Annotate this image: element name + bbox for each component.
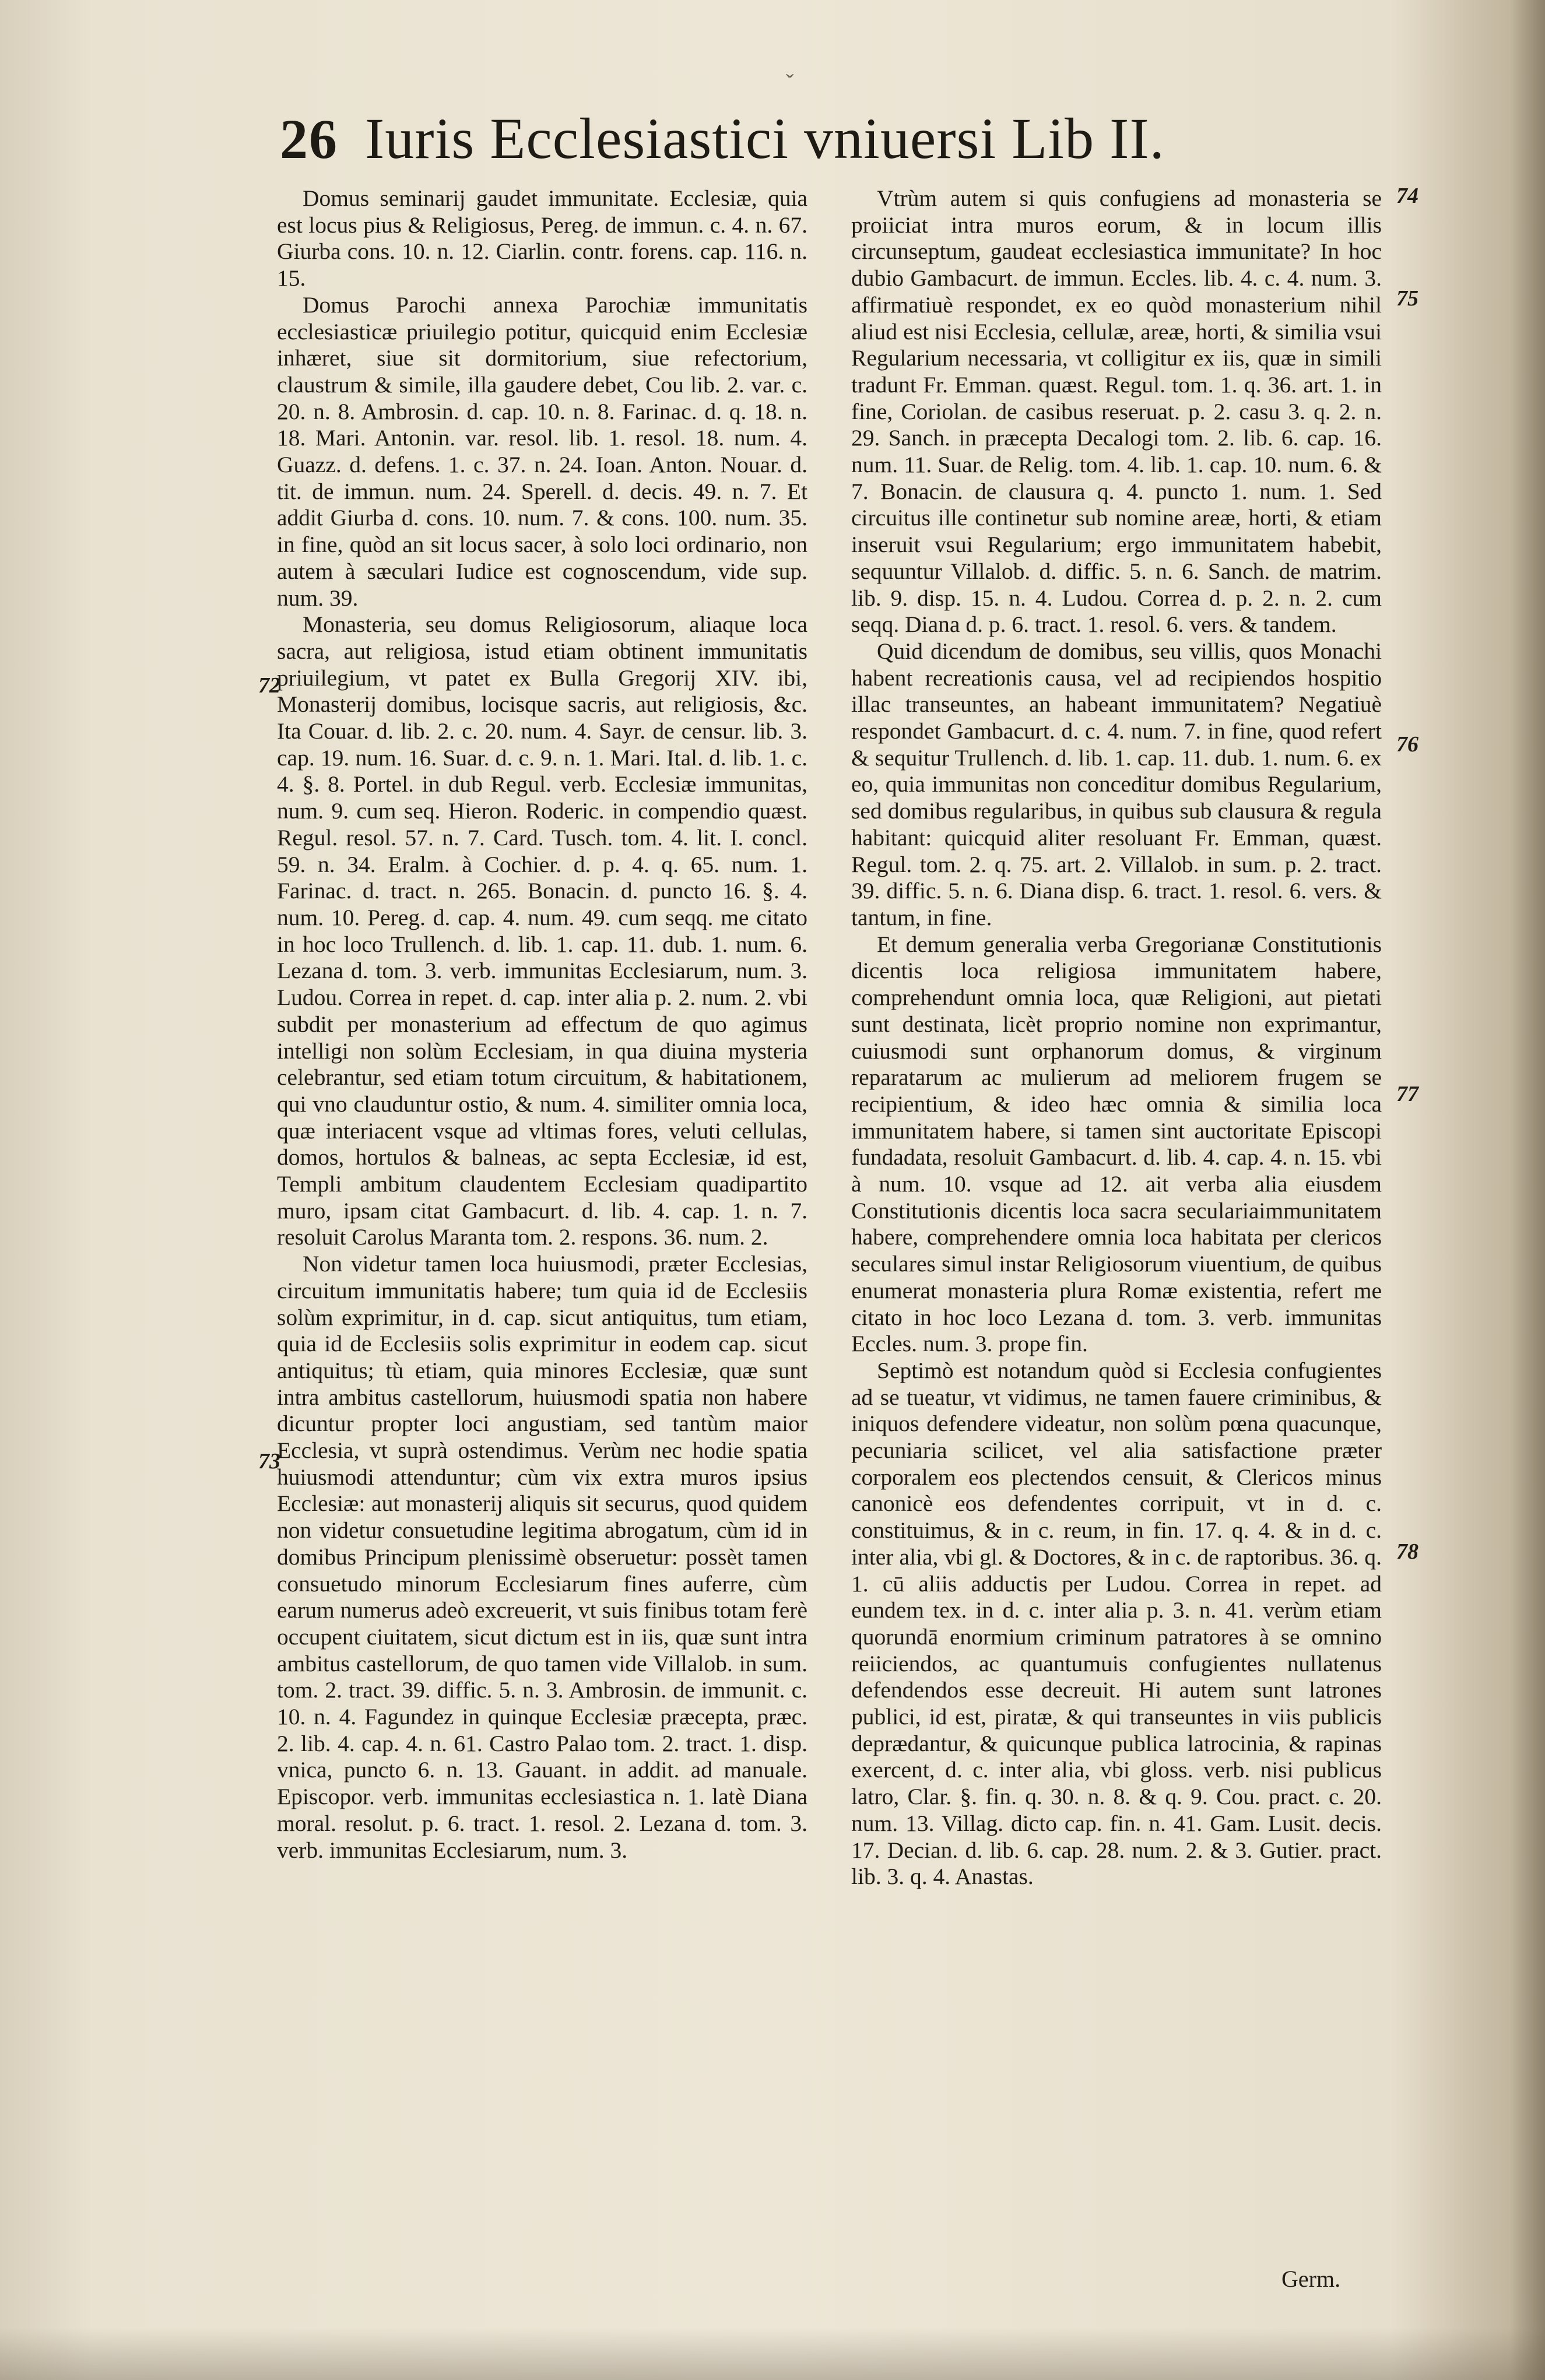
- binding-shadow: [1510, 0, 1545, 2380]
- page-edge-shadow: [0, 2328, 1545, 2380]
- margin-number: 73: [258, 1449, 280, 1474]
- right-column: [851, 185, 1382, 1890]
- margin-number: 76: [1396, 732, 1418, 757]
- paragraph: Non videtur tamen loca huiusmodi, præter Ecclesias, circuitum immunitatis habere; tum quia id de Ecclesiis solùm exprimitur, in d. cap. sicut antiquitus, tum etiam, quia id de Ecclesiis solis exprimitur in eodem cap. sicut antiquitus; tù etiam, quia minores Ecclesiæ, quæ sunt intra ambitus castellorum, huiusmodi spatia non habere dicuntur propter loci angustiam, sed tantùm maior Ecclesia, vt suprà ostendimus. Verùm nec hodie spatia huiusmodi attenduntur; cùm vix extra muros ipsius Ecclesiæ: aut monasterij aliquis sit securus, quod quidem non videtur consuetudine legitima abrogatum, cùm id in domibus Principum plenissimè obseruetur: possèt tamen consuetudo minorum Ecclesiarum fines auferre, cùm earum numerus adeò excreuerit, vt suis finibus totam ferè occupent ciuitatem, sicut dictum est in iis, quæ sunt intra ambitus castellorum, de quo tamen vide Villalob. in sum. tom. 2. tract. 39. diffic. 5. n. 3. Ambrosin. de immunit. c. 10. n. 4. Fagundez in quinque Ecclesiæ præcepta, præc. 2. lib. 4. cap. 4. n. 61. Castro Palao tom. 2. tract. 1. disp. vnica, puncto 6. n. 13. Gauant. in addit. ad manuale. Episcopor. verb. immunitas ecclesiastica n. 1. latè Diana moral. resolut. p. 6. tract. 1. resol. 2. Lezana d. tom. 3. verb. immunitas Ecclesiarum, num. 3.: [277, 1251, 807, 1863]
- running-title: Iuris Ecclesiastici vniuersi Lib II.: [365, 106, 1165, 171]
- paragraph: Quid dicendum de domibus, seu villis, quos Monachi habent recreationis causa, vel ad recipiendos hospitio illac transeuntes, an habeant immunitatem? Negatiuè respondet Gambacurt. d. c. 4. num. 7. in fine, quod refert & sequitur Trullench. d. lib. 1. cap. 11. dub. 1. num. 6. ex eo, quia immunitas non conceditur domibus Regularium, sed domibus regularibus, in quibus sub clausura & regula habitant: quicquid aliter resoluant Fr. Emman, quæst. Regul. tom. 2. q. 75. art. 2. Villalob. in sum. p. 2. tract. 39. diffic. 5. n. 6. Diana disp. 6. tract. 1. resol. 6. vers. & tantum, in fine.: [851, 638, 1382, 930]
- paragraph: Et demum generalia verba Gregorianæ Constitutionis dicentis loca religiosa immunitatem habere, comprehendunt omnia loca, quæ Religioni, aut pietati sunt destinata, licèt proprio nomine non exprimantur, cuiusmodi sunt orphanorum domus, & virginum reparatarum ac mulierum ad meliorem frugem se recipientium, & ideo hæc omnia & similia loca immunitatem habere, si tamen sint auctoritate Episcopi fundadata, resoluit Gambacurt. d. lib. 4. cap. 4. n. 15. vbi à num. 10. vsque ad 12. ait verba alia eiusdem Constitutionis dicentis loca sacra seculariaimmunitatem habere, comprehendere omnia loca habitata per clericos seculares simul instar Religiosorum viuentium, de quibus enumerat monasteria plura Romæ existentia, refert me citato in hoc loco Lezana d. tom. 3. verb. immunitas Eccles. num. 3. prope fin.: [851, 931, 1382, 1357]
- margin-number: 72: [258, 673, 280, 698]
- page-number: 26: [280, 108, 338, 170]
- catchword: Germ.: [1281, 2266, 1341, 2292]
- paragraph: Domus Parochi annexa Parochiæ immunitatis ecclesiasticæ priuilegio potitur, quicquid enim Ecclesiæ inhæret, siue sit dormitorium, siue refectorium, claustrum & simile, illa gaudere debet, Cou lib. 2. var. c. 20. n. 8. Ambrosin. d. cap. 10. n. 8. Farinac. d. q. 18. n. 18. Mari. Antonin. var. resol. lib. 1. resol. 18. num. 4. Guazz. d. defens. 1. c. 37. n. 24. Ioan. Anton. Nouar. d. tit. de immun. num. 24. Sperell. d. decis. 49. n. 7. Et addit Giurba d. cons. 10. num. 7. & cons. 100. num. 35. in fine, quòd an sit locus sacer, à solo loci ordinario, non autem à sæculari Iudice est cognoscendum, vide sup. num. 39.: [277, 291, 807, 611]
- paragraph: Monasteria, seu domus Religiosorum, aliaque loca sacra, aut religiosa, istud etiam obtinent immunitatis priuilegium, vt patet ex Bulla Gregorij XIV. ibi, Monasterij domibus, locisque sacris, aut religiosis, &c. Ita Couar. d. lib. 2. c. 20. num. 4. Sayr. de censur. lib. 3. cap. 19. num. 16. Suar. d. c. 9. n. 1. Mari. Ital. d. lib. 1. c. 4. §. 8. Portel. in dub Regul. verb. Ecclesiæ immunitas, num. 9. cum seq. Hieron. Roderic. in compendio quæst. Regul. resol. 57. n. 7. Card. Tusch. tom. 4. lit. I. concl. 59. n. 34. Eralm. à Cochier. d. p. 4. q. 65. num. 1. Farinac. d. tract. n. 265. Bonacin. d. puncto 16. §. 4. num. 10. Pereg. d. cap. 4. num. 49. cum seqq. me citato in hoc loco Trullench. d. lib. 1. cap. 11. dub. 1. num. 6. Lezana d. tom. 3. verb. immunitas Ecclesiarum, num. 3. Ludou. Correa in repet. d. cap. inter alia p. 2. num. 2. vbi subdit per monasterium ad effectum de quo agimus intelligi non solùm Ecclesiam, in qua diuina mysteria celebrantur, sed etiam totum circuitum, & habitationem, qui vno clauduntur ostio, & num. 4. similiter omnia loca, quæ interiacent vsque ad vltimas fores, veluti cellulas, domos, hortulos & balneas, ac septa Ecclesiæ, id est, Templi ambitum claudentem Ecclesiam quadipartito muro, ipsam citat Gambacurt. d. lib. 4. cap. 1. n. 7. resoluit Carolus Maranta tom. 2. respons. 36. num. 2.: [277, 611, 807, 1250]
- top-mark: ˇ: [786, 69, 794, 96]
- margin-number: 74: [1396, 184, 1418, 208]
- running-head: [280, 105, 1248, 175]
- paragraph: Domus seminarij gaudet immunitate. Ecclesiæ, quia est locus pius & Religiosus, Pereg. de immun. c. 4. n. 67. Giurba cons. 10. n. 12. Ciarlin. contr. forens. cap. 116. n. 15.: [277, 185, 807, 291]
- left-column: [277, 185, 807, 1864]
- margin-number: 78: [1396, 1539, 1418, 1564]
- margin-number: 77: [1396, 1082, 1418, 1106]
- margin-number: 75: [1396, 286, 1418, 311]
- paragraph: Vtrùm autem si quis confugiens ad monasteria se proiiciat intra muros eorum, & in locum illis circunseptum, gaudeat ecclesiastica immunitate? In hoc dubio Gambacurt. de immun. Eccles. lib. 4. c. 4. num. 3. affirmatiuè respondet, ex eo quòd monasterium nihil aliud est nisi Ecclesia, cellulæ, areæ, horti, & similia vsui Regularium necessaria, vt colligitur ex iis, quæ in simili tradunt Fr. Emman. quæst. Regul. tom. 1. q. 36. art. 1. in fine, Coriolan. de casibus reseruat. p. 2. casu 3. q. 2. n. 29. Sanch. in præcepta Decalogi tom. 2. lib. 6. cap. 16. num. 11. Suar. de Relig. tom. 4. lib. 1. cap. 10. num. 6. & 7. Bonacin. de clausura q. 4. puncto 1. num. 1. Sed circuitus ille continetur sub nomine areæ, horti, & etiam inseruit vsui Regularium; ergo immunitatem habebit, sequuntur Villalob. d. diffic. 5. n. 6. Sanch. de matrim. lib. 9. disp. 15. n. 4. Ludou. Correa d. p. 2. n. 2. cum seqq. Diana d. p. 6. tract. 1. resol. 6. vers. & tandem.: [851, 185, 1382, 638]
- paragraph: Septimò est notandum quòd si Ecclesia confugientes ad se tueatur, vt vidimus, ne tamen fauere criminibus, & iniquos defendere videatur, non solùm pœna quacunque, pecuniaria scilicet, vel alia satisfactione præter corporalem eos plectendos censuit, & Clericos minus canonicè eos defendentes corripuit, vt in d. c. constituimus, & in c. reum, in fin. 17. q. 4. & in d. c. inter alia, vbi gl. & Doctores, & in c. de raptoribus. 36. q. 1. cū aliis adductis per Ludou. Correa in repet. ad eundem tex. in d. c. inter alia p. 3. n. 41. verùm etiam quorundā enormium criminum patratores à se omnino reiiciendos, ac quantumuis confugientes nullatenus defendendos esse decreuit. Hi autem sunt latrones publici, id est, piratæ, & qui transeuntes in viis publicis deprædantur, & quicunque publica latrocinia, & rapinas exercent, d. c. inter alia, vbi gloss. verb. nisi publicus latro, Clar. §. fin. q. 30. n. 8. & q. 9. Cou. pract. c. 20. num. 13. Villag. dicto cap. fin. n. 41. Gam. Lusit. decis. 17. Decian. d. lib. 6. cap. 28. num. 2. & 3. Gutier. pract. lib. 3. q. 4. Anastas.: [851, 1357, 1382, 1890]
